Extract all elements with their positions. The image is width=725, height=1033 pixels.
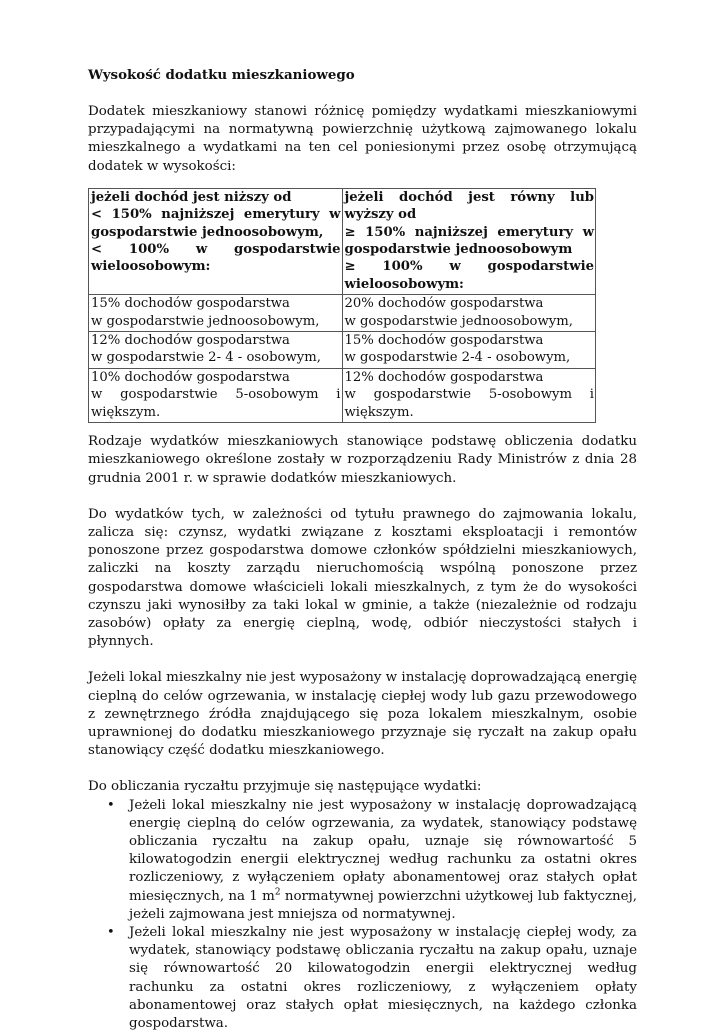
expenses-paragraph: Do wydatków tych, w zależności od tytułu prawnego do zajmowania lokalu, zalicza się: czynsz, wydatki związane z kosztami eksploatacji i remontów ponoszone przez gospodarstwa domowe członków spółdzielni mieszkaniowych, zaliczki na koszty zarządu nieruchomością wspólną ponoszone przez gospodarstwa domowe właścicieli lokali mieszkalnych, z tym że do wysokości czynszu jaki wynosiłby za taki lokal w gminie, a także (niezależnie od rodzaju zasobów) opłaty za energię cieplną, wodę, odbiór nieczystości stałych i płynnych. bbox=[88, 506, 637, 650]
header-condition: < 100% w gospodarstwie wieloosobowym: bbox=[91, 242, 341, 275]
cell-household: w gospodarstwie 5-osobowym i większym. bbox=[344, 387, 594, 420]
table-row bbox=[89, 368, 596, 422]
list-item-text: Jeżeli lokal mieszkalny nie jest wyposażony w instalację ciepłej wody, za wydatek, stanowiący podstawę obliczania ryczałtu na zakup opału, uznaje się równowartość 20 kilowatogodzin energii elektrycznej według rachunku za ostatni okres rozliczeniowy, z wyłączeniem opłaty abonamentowej oraz stałych opłat miesięcznych, na każdego członka gospodarstwa. bbox=[129, 924, 637, 1031]
list-item bbox=[107, 924, 637, 1033]
table-cell bbox=[89, 295, 343, 332]
table-cell bbox=[89, 368, 343, 422]
cell-household: w gospodarstwie jednoosobowym, bbox=[91, 313, 320, 329]
cell-household: w gospodarstwie 2-4 - osobowym, bbox=[344, 350, 571, 366]
income-threshold-table bbox=[88, 188, 596, 423]
header-condition: ≥ 100% w gospodarstwie wieloosobowym: bbox=[344, 259, 594, 292]
cell-percent: 10% dochodów gospodarstwa bbox=[91, 369, 290, 385]
table-cell bbox=[342, 332, 596, 369]
table-cell bbox=[342, 295, 596, 332]
bullet-icon: • bbox=[107, 924, 115, 940]
table-cell bbox=[342, 368, 596, 422]
cell-household: w gospodarstwie jednoosobowym, bbox=[344, 313, 573, 329]
header-title: jeżeli dochód jest równy lub wyższy od bbox=[344, 189, 594, 223]
header-title: jeżeli dochód jest niższy od bbox=[91, 189, 292, 205]
cell-percent: 15% dochodów gospodarstwa bbox=[91, 296, 290, 312]
list-item bbox=[107, 797, 637, 924]
expense-list bbox=[88, 797, 637, 1033]
cell-percent: 15% dochodów gospodarstwa bbox=[344, 333, 544, 349]
header-cell-lower-income bbox=[89, 188, 343, 294]
cell-percent: 20% dochodów gospodarstwa bbox=[344, 296, 544, 312]
list-item-text: Jeżeli lokal mieszkalny nie jest wyposażony w instalację doprowadzającą energię cieplną do celów ogrzewania, za wydatek, stanowiący podstawę obliczania ryczałtu na zakup opału, uznaje się równowartość 5 kilowatogodzin energii elektrycznej według rachunku za ostatni okres rozliczeniowy, z wyłączeniem opłaty abonamentowej oraz stałych opłat miesięcznych, na 1 m bbox=[129, 797, 637, 904]
table-row bbox=[89, 332, 596, 369]
table-header-row bbox=[89, 188, 596, 294]
regulation-paragraph: Rodzaje wydatków mieszkaniowych stanowiące podstawę obliczenia dodatku mieszkaniowego określone zostały w rozporządzeniu Rady Ministrów z dnia 28 grudnia 2001 r. w sprawie dodatków mieszkaniowych. bbox=[88, 434, 637, 486]
document-title: Wysokość dodatku mieszkaniowego bbox=[88, 67, 355, 83]
lump-sum-paragraph: Jeżeli lokal mieszkalny nie jest wyposażony w instalację doprowadzającą energię cieplną do celów ogrzewania, w instalację ciepłej wody lub gazu przewodowego z zewnętrznego źródła znajdującego się poza lokalem mieszkalnym, osobie uprawnionej do dodatku mieszkaniowego przyznaje się ryczałt na zakup opału stanowiący część dodatku mieszkaniowego. bbox=[88, 670, 637, 759]
list-item-text-end: normatywnej powierzchni użytkowej lub faktycznej, jeżeli zajmowana jest mniejsza od normatywnej. bbox=[129, 888, 637, 922]
cell-percent: 12% dochodów gospodarstwa bbox=[344, 369, 544, 385]
header-condition: ≥ 150% najniższej emerytury w gospodarstwie jednoosobowym bbox=[344, 224, 594, 258]
header-condition: < 150% najniższej emerytury w gospodarstwie jednoosobowym, bbox=[91, 207, 341, 240]
cell-percent: 12% dochodów gospodarstwa bbox=[91, 333, 290, 349]
superscript: 2 bbox=[274, 887, 281, 898]
list-intro: Do obliczania ryczałtu przyjmuje się następujące wydatki: bbox=[88, 779, 482, 795]
document-content bbox=[88, 66, 637, 1033]
cell-household: w gospodarstwie 5-osobowym i większym. bbox=[91, 387, 341, 420]
intro-paragraph: Dodatek mieszkaniowy stanowi różnicę pomiędzy wydatkami mieszkaniowymi przypadającymi na normatywną powierzchnię użytkową zajmowanego lokalu mieszkalnego a wydatkami na ten cel poniesionymi przez osobę otrzymującą dodatek w wysokości: bbox=[88, 104, 637, 174]
bullet-icon: • bbox=[107, 797, 115, 813]
table-cell bbox=[89, 332, 343, 369]
cell-household: w gospodarstwie 2- 4 - osobowym, bbox=[91, 350, 321, 366]
header-cell-higher-income bbox=[342, 188, 596, 294]
table-row bbox=[89, 295, 596, 332]
